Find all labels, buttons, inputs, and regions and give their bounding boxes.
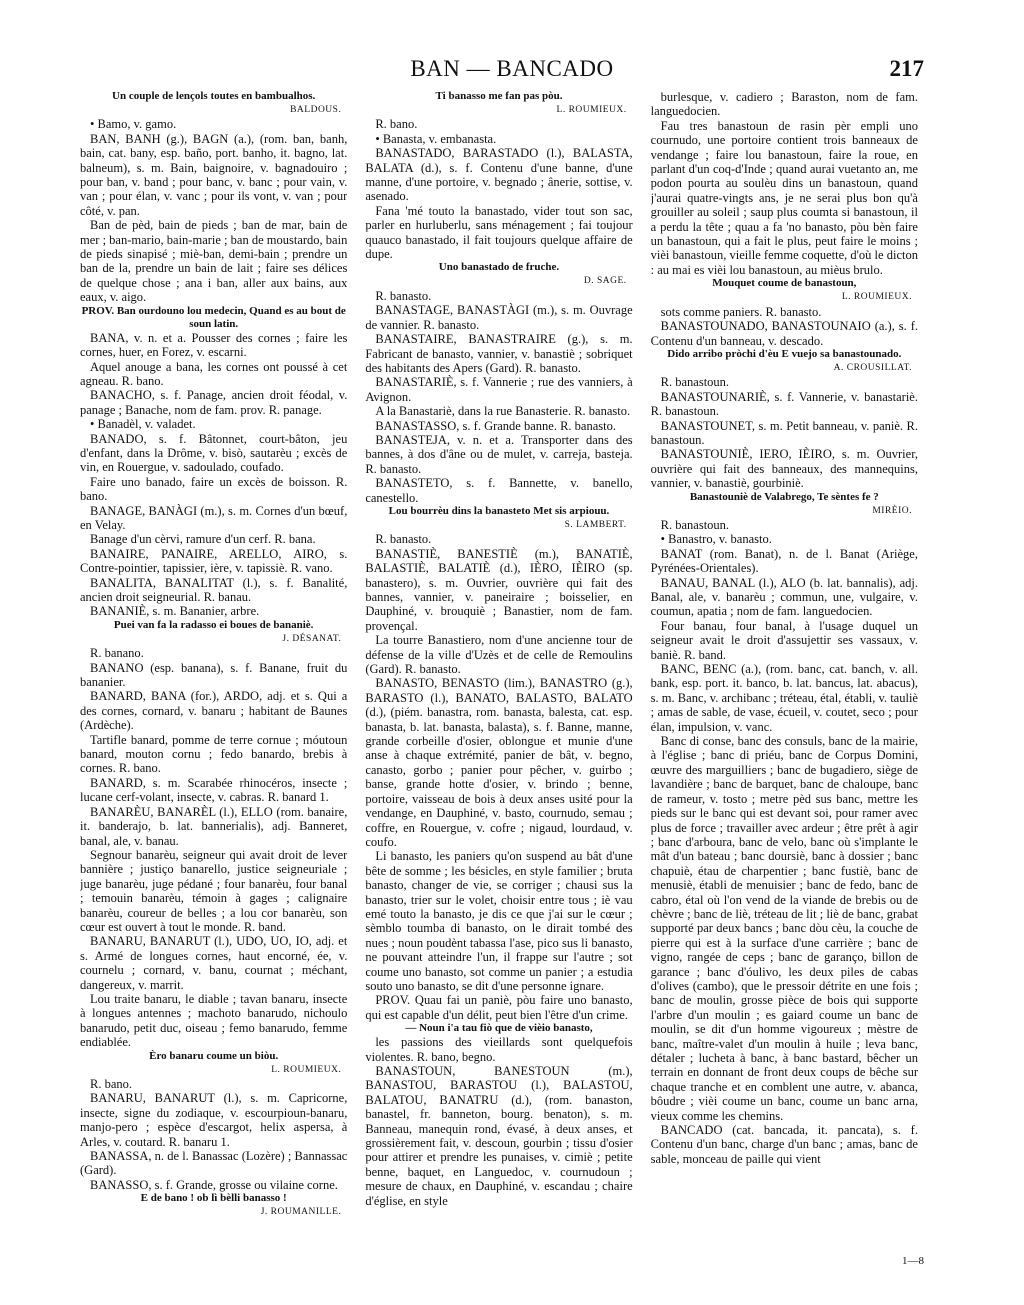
dictionary-entry: BANARÈU, BANARÈL (l.), ELLO (rom. banaire, it. banderajo, b. lat. bannerialis), adj. Banneret, banal, ale, v. banau. [80, 804, 348, 848]
dictionary-entry: Banc di conse, banc des consuls, banc de la mairie, à l'église ; banc di priéu, banc de Corpus Domini, œuvre des marguilliers ; banc de bugadiero, siège de lavandière ; banc de barquet, banc de chaloupe, banc de rameur, v. tosto ; metre pèd sus banc, mettre les pieds sur le banc qui est devant soi, pour ramer avec plus de force ; travailler avec ardeur ; être prêt à agir ; banc d'arboura, banc de velo, banc où s'implante le mât d'un bateau ; banc doursiè, banc à dossier ; banc chapuiè, étau de charpentier ; banc fustiè, banc de menusiè, établi de menuisier ; banc de fedo, banc de cabro, étal où l'on vend de la viande de brebis ou de chèvre ; banc de liè, tréteau de lit ; liè de banc, grabat supporté par deux bancs ; banc dòu cèu, la couche de pierre qui est à la surface d'une carrière ; banc de vigno, rangée de ceps ; banc de garanço, billon de garance ; banc d'óulivo, les deux piles de cabas d'olives (cambo), que le pressoir détrite en une fois ; banc de moulin, grosse pièce de bois qui supporte l'arbre d'un moulin ; es gaiard coume un banc de moulin, se dit d'un homme vigoureux ; mèstre de banc, maître-valet d'un moulin à huile ; leva banc, détaler ; lucheta à banc, à banc bastard, bêcher un terrain en donnant de front deux coups de bêche sur chaque tranche et en comblent une autre, v. abanca, bôudre ; vièi coume un banc, coume un banc arna, vieux comme les chemins. [650, 734, 918, 1123]
attribution: D. SAGE. [583, 276, 627, 287]
dictionary-entry: • Banastro, v. banasto. [660, 532, 772, 547]
dictionary-entry: Faire uno banado, faire un excès de boisson. R. bano. [80, 474, 348, 504]
dictionary-entry: PROV. Quau fai un paniè, pòu faire uno banasto, qui est capable d'un délit, peut bien l'être d'un crime. [365, 993, 633, 1022]
dictionary-entry: Tartifle banard, pomme de terre cornue ; móutoun banard, mouton cornu ; fedo banardo, brebis à cornes. R. bano. [80, 732, 348, 776]
quotation: Banastouniè de Valabrego, Te sèntes fe ? [689, 490, 879, 503]
dictionary-entry: BANC, BENC (a.), (rom. banc, cat. banch, v. all. bank, esp. port. it. banco, b. lat. bancus, lat. abacus), s. m. Banc, v. archibanc ; tréteau, étal, établi, v. tauliè ; amas de sable, de vase, écueil, v. coutet, seco ; pour élan, impulsion, v. vanc. [650, 662, 918, 734]
dictionary-entry: BANARD, s. m. Scarabée rhinocéros, insecte ; lucane cerf-volant, insecte, v. cabras. R. banard 1. [80, 775, 348, 805]
dictionary-entry: BANASTOUN, BANESTOUN (m.), BANASTOU, BARASTOU (l.), BALASTOU, BALATOU, BANATRU (d.), (rom. banaston, banastel, fr. banneton, bourg. benaton), s. m. Banneau, manequin rond, évasé, à deux anses, et grossièrement fait, v. descoun, gourbin ; tissu d'osier pour attirer et prendre les punaises, v. cimiè ; petite benne, baquet, en Languedoc, v. cournudoun ; mesure de chaux, en Dauphiné, v. escandau ; chaire d'église, en style [365, 1064, 633, 1208]
attribution: A. CROUSILLAT. [833, 362, 912, 373]
dictionary-entry: • Banasta, v. embanasta. [375, 131, 497, 146]
dictionary-entry: BANASTOUNIÈ, IERO, IÈIRO, s. m. Ouvrier, ouvrière qui fait des banneaux, des mannequins, vannier, v. banastiè, gourbiniè. [650, 447, 918, 491]
attribution: S. LAMBERT. [564, 519, 627, 530]
dictionary-entry: BANASSA, n. de l. Banassac (Lozère) ; Bannassac (Gard). [80, 1149, 348, 1178]
quotation: Èro banaru coume un biòu. [149, 1049, 279, 1062]
dictionary-entry: BANA, v. n. et a. Pousser des cornes ; faire les cornes, huer, en Forez, v. escarni. [80, 330, 348, 360]
quotation: Puei van fa la radasso ei boues de bananiè. [113, 618, 314, 631]
dictionary-entry: BANADO, s. f. Bâtonnet, court-bâton, jeu d'enfant, dans la Drôme, v. bisò, sautarèu ; excès de vin, en Rouergue, v. sadoulado, coufado. [80, 431, 348, 475]
column-middle [365, 90, 632, 1250]
dictionary-entry: Li banasto, les paniers qu'on suspend au bât d'une bête de somme ; les bésicles, en style familier ; bruta banasto, changer de vie, se corriger ; chausi sus la banasto, trier sur le volet, choisir entre tous ; iè vau emé touto la banasto, je dis ce que j'ai sur le cœur ; sèmblo toumba di banasto, on le dirait tombé des nues ; noun poudènt tabassa l'ase, pico sus li banasto, ne pouvant atteindre l'un, il frappe sur l'autre ; sot coume uno banasto, sot comme un panier ; a estudia souto uno banasto, se dit d'une personne ignare. [365, 849, 633, 993]
dictionary-entry: BANARU, BANARUT (l.), s. m. Capricorne, insecte, signe du zodiaque, v. escourpioun-banaru, manjo-pero ; espèce d'escargot, helix aspersa, à Arles, v. coutard. R. banaru 1. [80, 1091, 348, 1149]
dictionary-entry: BANCADO (cat. bancada, it. pancata), s. f. Contenu d'un banc, charge d'un banc ; amas, banc de sable, monceau de paille qui vient [650, 1123, 918, 1166]
page-title: BAN — BANCADO [410, 56, 614, 81]
dictionary-entry: Fau tres banastoun de rasin pèr empli uno cournudo, une portoire contient trois banneaux de vendange ; faire lou banastoun, faire la roue, en parlant d'un coq-d'Inde ; quand aurai vuetanto an, me podon pourta au soulèu dins un banastoun, quand j'aurai quatre-vingts ans, je ne serai plus bon qu'à grouiller au soleil ; saup plus coumta si banastoun, il a perdu la tête ; quau a fa 'no banasto, pòu bèn faire un banastoun, qui a fait le plus, peut faire le moins ; vièi banastoun, vieille femme coquette, d'où le dicton : au mai es vièi lou banastoun, au mièus brulo. [650, 118, 918, 277]
printer-signature: 1—8 [902, 1255, 924, 1267]
dictionary-entry: R. bano. [90, 1077, 133, 1091]
dictionary-entry: R. banano. [90, 646, 144, 661]
dictionary-entry: Ban de pèd, bain de pieds ; ban de mar, bain de mer ; ban-mario, bain-marie ; ban de moustardo, bain de pieds sinapisé ; miè-ban, demi-bain ; prendre un ban de la, prendre un bain de lait ; faire ses délices de quelque chose ; ana i ban, aller aux bains, aux eaux, v. aigo. [80, 218, 348, 305]
dictionary-entry: BANAIRE, PANAIRE, ARELLO, AIRO, s. Contre-pointier, tapissier, ière, v. tapissiè. R. vano. [80, 546, 348, 576]
column-left [80, 90, 347, 1250]
dictionary-entry: BANASTEJA, v. n. et a. Transporter dans des bannes, à dos d'âne ou de mulet, v. carreja, basteja. R. banasto. [365, 432, 633, 476]
dictionary-entry: les passions des vieillards sont quelquefois violentes. R. bano, begno. [365, 1035, 633, 1064]
dictionary-entry: BANARU, BANARUT (l.), UDO, UO, IO, adj. et s. Armé de longues cornes, haut encorné, ée, v. cournelu ; cornard, v. banu, cournat ; méchant, dangereux, v. marrit. [80, 934, 348, 992]
dictionary-entry: R. bano. [375, 117, 418, 132]
attribution: J. ROUMANILLE. [260, 1207, 342, 1218]
dictionary-entry: BANASTAIRE, BANASTRAIRE (g.), s. m. Fabricant de banasto, vannier, v. banastiè ; sobriquet des habitants des Apers (Gard). R. banasto. [365, 332, 633, 375]
dictionary-entry: R. banasto. [375, 288, 432, 303]
dictionary-entry: BANASTO, BENASTO (lim.), BANASTRO (g.), BARASTO (l.), BANATO, BALASTO, BALATO (d.), (piém. banastra, rom. banasta, balesta, cat. esp. banasta, b. lat. banasta, balasta), s. f. Banne, manne, grande corbeille d'osier, oblongue et munie d'une anse à chaque extrémité, panier de bât, v. begno, canasto, gorbo ; panier pour pêcher, v. guirbo ; banse, grande hotte d'osier, v. brindo ; benne, portoire, vaisseau de bois à deux anses usité pour la vendange, en Dauphiné, v. basto, cournudo, semau ; coffre, en Rouergue, v. cofre ; nigaud, lourdaud, v. coufo. [365, 676, 633, 849]
quotation: — Noun i'a tau fiò que de vièio banasto, [405, 1022, 593, 1035]
dictionary-entry: Segnour banarèu, seigneur qui avait droit de lever bannière ; justiço banarello, justice seigneuriale ; juge banarèu, juge pédané ; four banarèu, four banal ; temouin banarèu, témoin à gages ; calignaire banarèu, coureur de belles ; a lou cor banarèu, son cœur est ouvert à tout le monde. R. band. [80, 847, 348, 934]
dictionary-entry: BANAGE, BANÀGI (m.), s. m. Cornes d'un bœuf, en Velay. [80, 503, 348, 532]
dictionary-entry: BANAU, BANAL (l.), ALO (b. lat. bannalis), adj. Banal, ale, v. banarèu ; commun, une, vulgaire, v. coumun, apatia ; nom de fam. languedocien. [650, 575, 918, 619]
quotation: Mouquet coume de banastoun, [712, 277, 857, 290]
dictionary-entry: BAN, BANH (g.), BAGN (a.), (rom. ban, banh, bain, cat. bany, esp. baño, port. banho, it. bagno, lat. balneum), s. m. Bain, baignoire, v. bagnadouiro ; pour ban, v. band ; pour banc, v. banc ; pour vain, v. van ; pour élan, v. vanc ; pour ils vont, v. van ; pour côté, v. pan. [80, 131, 348, 218]
dictionary-entry: BANASTASSO, s. f. Grande banne. R. banasto. [375, 418, 616, 433]
dictionary-entry: BANASTIÈ, BANESTIÈ (m.), BANATIÈ, BALASTIÈ, BALATIÈ (d.), IÈRO, IÈIRO (sp. banastero), s. m. Ouvrier, ouvrière qui fait des bannes, vannier, v. paneiraire ; boisselier, en Dauphiné, v. brouquiè ; Banastier, nom de fam. provençal. [365, 546, 633, 633]
dictionary-entry: BANASTOUNET, s. m. Petit banneau, v. paniè. R. banastoun. [650, 418, 918, 447]
quotation: Un couple de lençols toutes en bambualhos. [112, 90, 316, 102]
quotation: Ti banasso me fan pas pòu. [435, 90, 563, 102]
attribution: L. ROUMIEUX. [271, 1064, 342, 1075]
dictionary-entry: BANASTADO, BARASTADO (l.), BALASTA, BALATA (d.), s. f. Contenu d'une banne, d'une manne, d'une portoire, v. begnado ; ânerie, sottise, v. asenado. [365, 146, 633, 204]
dictionary-entry: • Banadèl, v. valadet. [90, 417, 196, 432]
quotation: PROV. Ban ourdouno lou medecin, Quand es au bout de soun latin. [81, 304, 346, 330]
attribution: L. ROUMIEUX. [556, 105, 627, 115]
dictionary-entry: La tourre Banastiero, nom d'une ancienne tour de défense de la ville d'Uzès et de celle de Remoulins (Gard). R. banasto. [365, 633, 633, 677]
dictionary-columns [80, 90, 918, 1250]
quotation: E de bano ! ob lì bèlli banasso ! [140, 1192, 287, 1205]
page-number: 217 [889, 56, 924, 81]
dictionary-entry: burlesque, v. cadiero ; Baraston, nom de fam. languedocien. [650, 90, 918, 119]
dictionary-entry: BANASSO, s. f. Grande, grosse ou vilaine corne. [90, 1177, 338, 1192]
dictionary-entry: BANARD, BANA (for.), ARDO, adj. et s. Qui a des cornes, cornard, v. banaru ; habitant de Baunes (Ardèche). [80, 689, 348, 733]
dictionary-entry: BANANO (esp. banana), s. f. Banane, fruit du bananier. [80, 660, 348, 690]
dictionary-entry: BANASTOUNARIÈ, s. f. Vannerie, v. banastariè. R. banastoun. [650, 389, 918, 419]
dictionary-entry: BANASTOUNADO, BANASTOUNAIO (a.), s. f. Contenu d'un banneau, v. descado. [650, 319, 918, 348]
dictionary-entry: BANASTAGE, BANASTÀGI (m.), s. m. Ouvrage de vannier. R. banasto. [365, 303, 633, 332]
quotation: Uno banastado de fruche. [438, 261, 560, 274]
dictionary-entry: Aquel anouge a bana, les cornes ont poussé à cet agneau. R. bano. [80, 359, 348, 388]
attribution: L. ROUMIEUX. [841, 292, 912, 303]
dictionary-entry: Fana 'mé touto la banastado, vider tout son sac, parler en hurluberlu, sans ménagement ; fai toujour quauco banastado, il fait toujours quelque affaire de dupe. [365, 203, 633, 262]
dictionary-entry: R. banasto. [375, 532, 432, 547]
dictionary-entry: Banage d'un cèrvi, ramure d'un cerf. R. bana. [90, 532, 316, 547]
dictionary-entry: R. banastoun. [660, 375, 730, 390]
dictionary-entry: Four banau, four banal, à l'usage duquel un seigneur avait le droit d'assujettir ses vassaux, v. baniè. R. band. [650, 618, 918, 662]
attribution: BALDOUS. [290, 105, 342, 115]
quotation: Lou bourrèu dins la banasteto Met sis arpiouu. [388, 504, 610, 517]
dictionary-entry: R. banastoun. [660, 517, 730, 532]
dictionary-entry: Lou traite banaru, le diable ; tavan banaru, insecte à longues antennes ; machoto banarudo, nichoulo banarudo, petit duc, oiseau ; femo banarudo, femme endiablée. [80, 991, 348, 1050]
dictionary-entry: A la Banastariè, dans la rue Banasterie. R. banasto. [375, 404, 631, 419]
dictionary-entry: BANACHO, s. f. Panage, ancien droit féodal, v. panage ; Banache, nom de fam. prov. R. panage. [80, 388, 348, 417]
dictionary-entry: BANASTARIÈ, s. f. Vannerie ; rue des vanniers, à Avignon. [365, 375, 633, 404]
attribution: J. DÉSANAT. [282, 633, 342, 644]
column-right [651, 90, 918, 1250]
dictionary-entry: BANASTETO, s. f. Bannette, v. banello, canestello. [365, 476, 633, 505]
attribution: MIRÈIO. [872, 505, 912, 516]
dictionary-entry: • Bamo, v. gamo. [90, 117, 177, 132]
dictionary-entry: sots comme paniers. R. banasto. [660, 304, 822, 319]
quotation: Dido arribo pròchi d'èu E vuejo sa banastounado. [667, 347, 902, 360]
dictionary-entry: BANALITA, BANALITAT (l.), s. f. Banalité, ancien droit seigneurial. R. banau. [80, 575, 348, 604]
dictionary-entry: BANAT (rom. Banat), n. de l. Banat (Ariège, Pyrénées-Orientales). [650, 546, 918, 576]
dictionary-entry: BANANIÈ, s. m. Bananier, arbre. [90, 604, 260, 619]
